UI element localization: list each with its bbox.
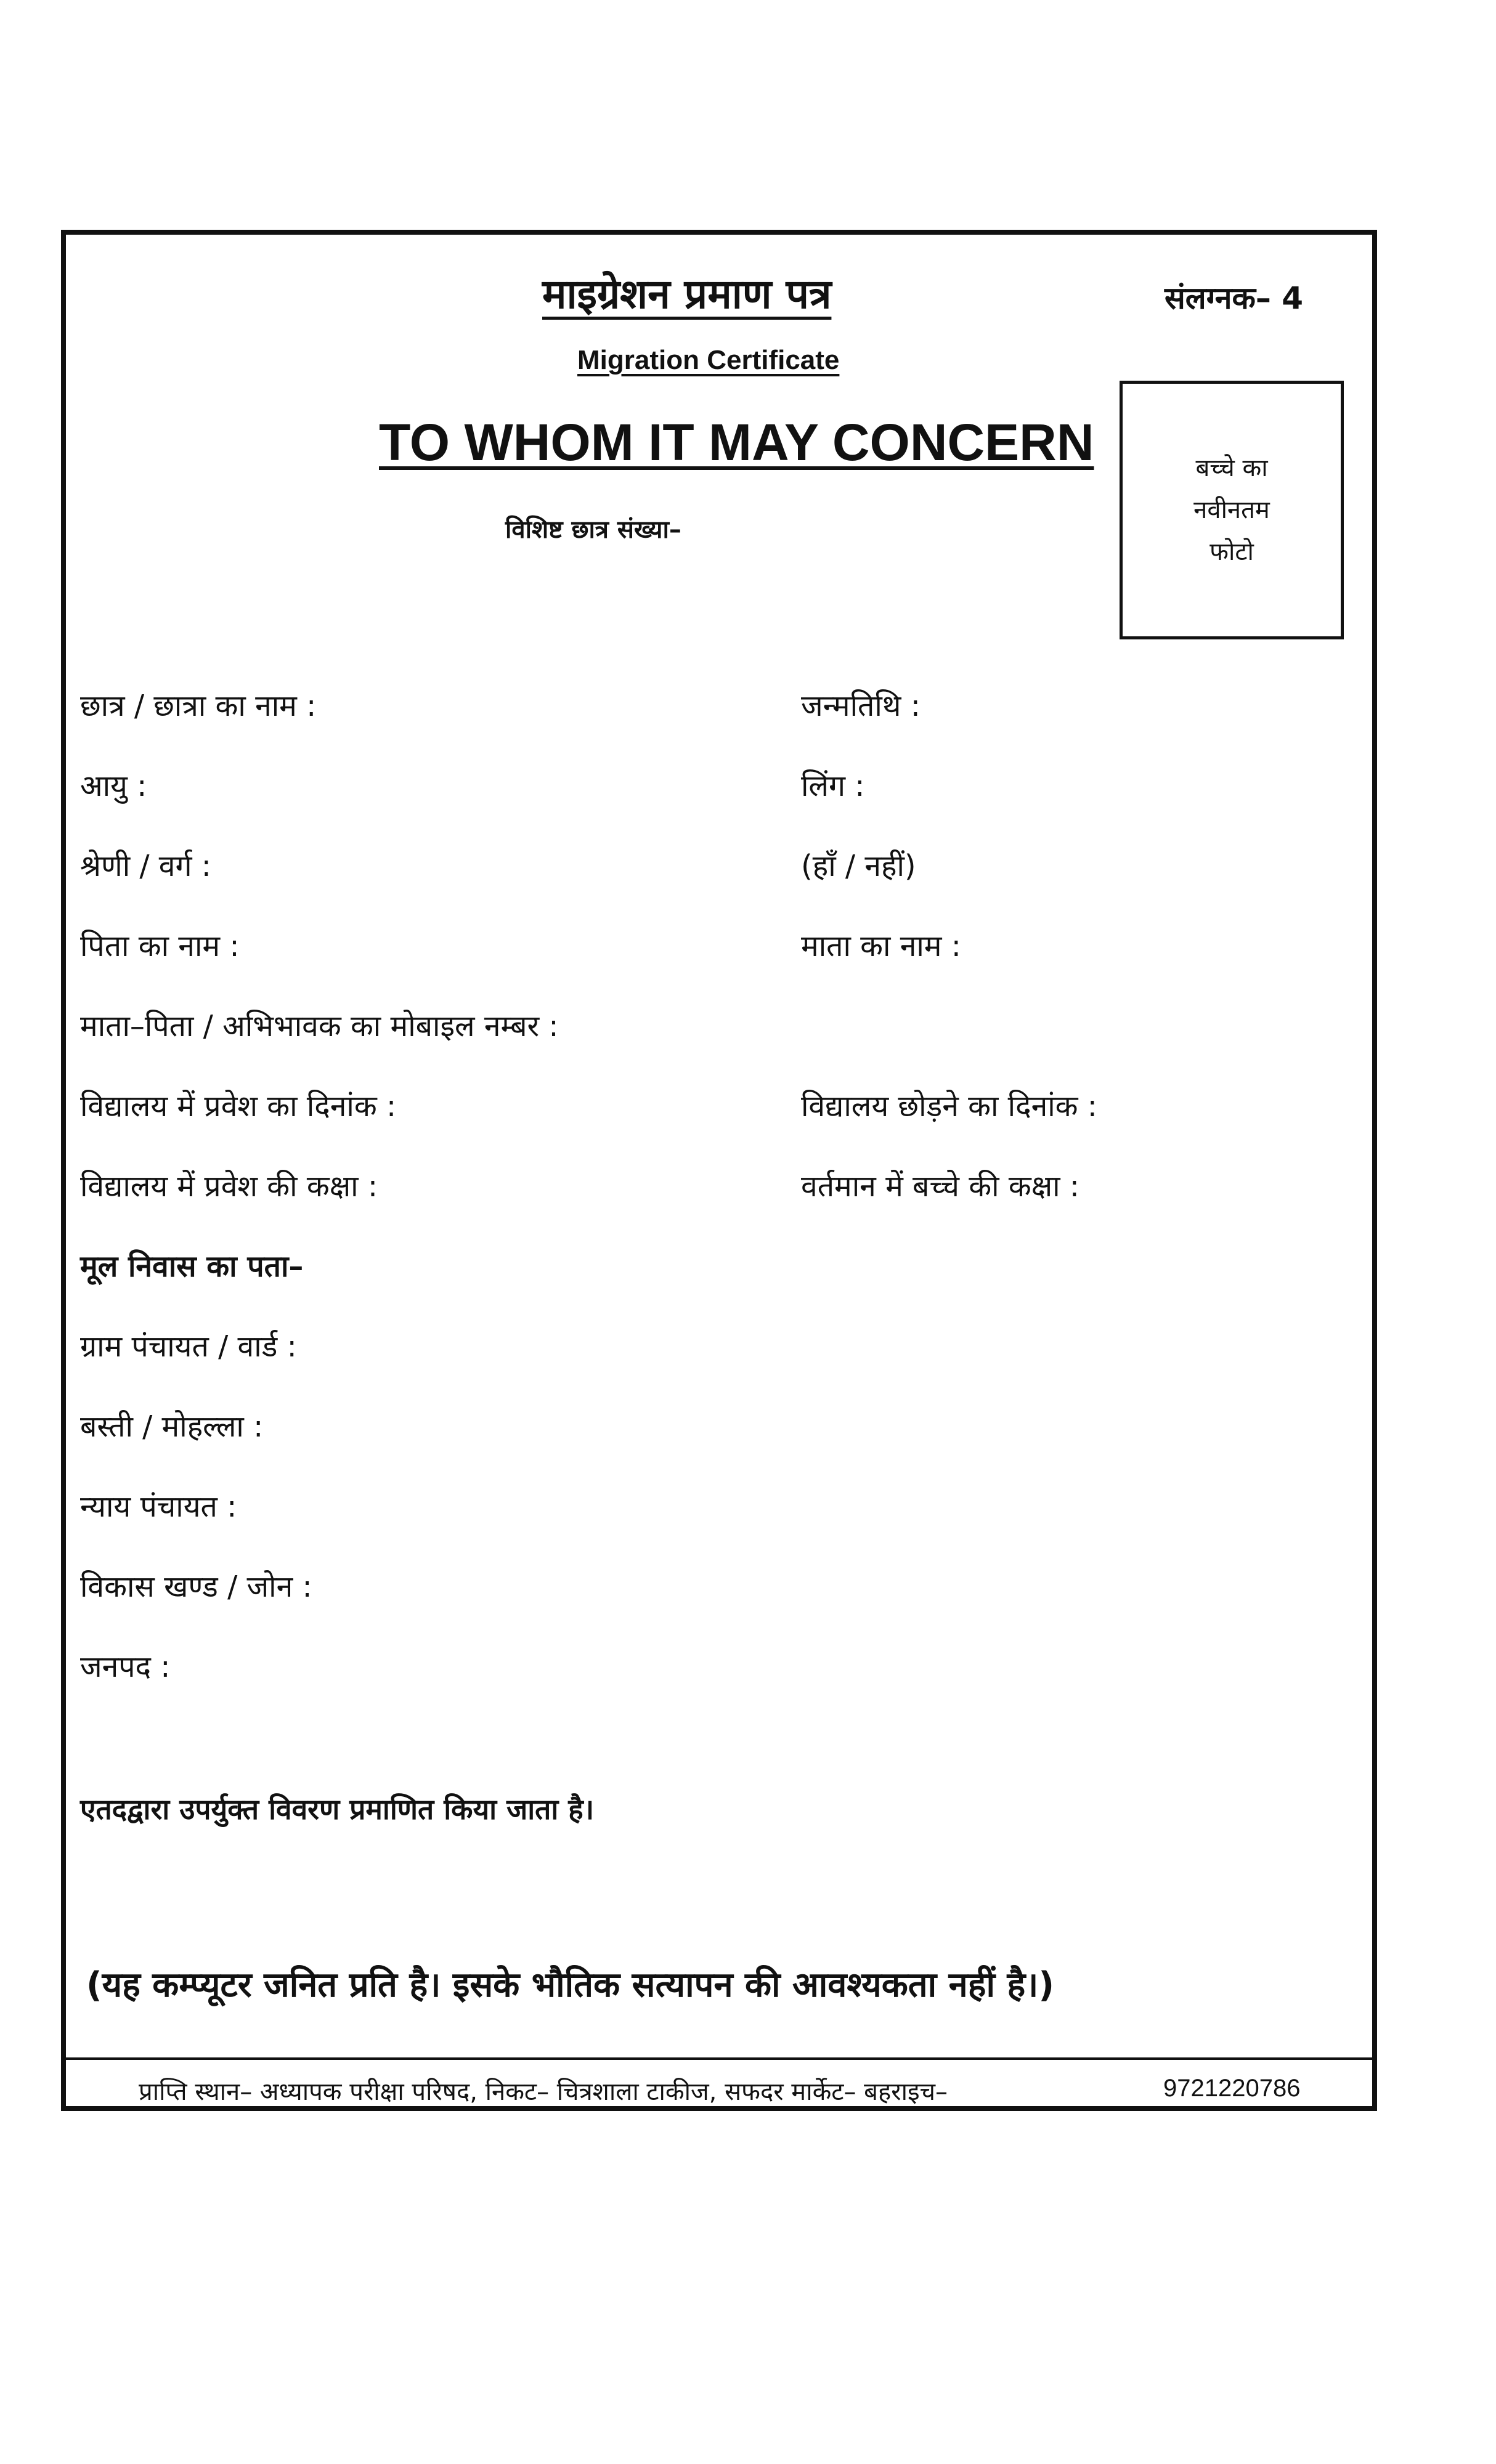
field-nyay-panchayat: न्याय पंचायत : [80, 1489, 237, 1524]
field-category: श्रेणी / वर्ग : [80, 849, 211, 883]
photo-label-line1: बच्चे का [1195, 454, 1268, 482]
field-age: आयु : [80, 769, 147, 803]
field-current-class: वर्तमान में बच्चे की कक्षा : [801, 1169, 1079, 1204]
computer-generated-note: (यह कम्प्यूटर जनित प्रति है। इसके भौतिक सत्यापन की आवश्यकता नहीं है।) [86, 1965, 1055, 2005]
certificate-title-hindi: माइग्रेशन प्रमाण पत्र [542, 270, 832, 318]
photo-label-line2: नवीनतम [1193, 496, 1270, 524]
field-student-name: छात्र / छात्रा का नाम : [80, 689, 317, 723]
field-basti: बस्ती / मोहल्ला : [80, 1409, 264, 1444]
field-leaving-date: विद्यालय छोड़ने का दिनांक : [801, 1089, 1097, 1124]
field-gender: लिंग : [801, 769, 865, 803]
photo-label-line3: फोटो [1209, 538, 1254, 566]
field-mother-name: माता का नाम : [801, 929, 961, 963]
field-district: जनपद : [80, 1650, 171, 1684]
footer-phone-number: 9721220786 [1163, 2075, 1301, 2102]
field-father-name: पिता का नाम : [80, 929, 240, 963]
field-guardian-mobile: माता–पिता / अभिभावक का मोबाइल नम्बर : [80, 1009, 559, 1044]
field-admission-class: विद्यालय में प्रवेश की कक्षा : [80, 1169, 378, 1204]
field-block: विकास खण्ड / जोन : [80, 1570, 312, 1604]
footer-source-text: प्राप्ति स्थान– अध्यापक परीक्षा परिषद, निकट– चित्रशाला टाकीज, सफदर मार्केट– बहराइच– [139, 2078, 948, 2106]
field-dob: जन्मतिथि : [801, 689, 921, 723]
to-whom-headline: TO WHOM IT MAY CONCERN [379, 413, 1094, 471]
address-heading: मूल निवास का पता– [80, 1249, 304, 1284]
declaration-text: एतदद्वारा उपर्युक्त विवरण प्रमाणित किया जाता है। [80, 1793, 595, 1826]
field-gram-panchayat: ग्राम पंचायत / वार्ड : [80, 1329, 297, 1364]
photo-placeholder [1120, 381, 1344, 639]
certificate-title-english: Migration Certificate [577, 345, 840, 375]
student-number-label: विशिष्ट छात्र संख्या– [505, 516, 681, 544]
field-admission-date: विद्यालय में प्रवेश का दिनांक : [80, 1089, 397, 1124]
annexure-label: संलग्नक– 4 [1165, 280, 1304, 316]
field-yes-no: (हाँ / नहीं) [801, 849, 916, 883]
footer-divider [66, 2057, 1372, 2060]
